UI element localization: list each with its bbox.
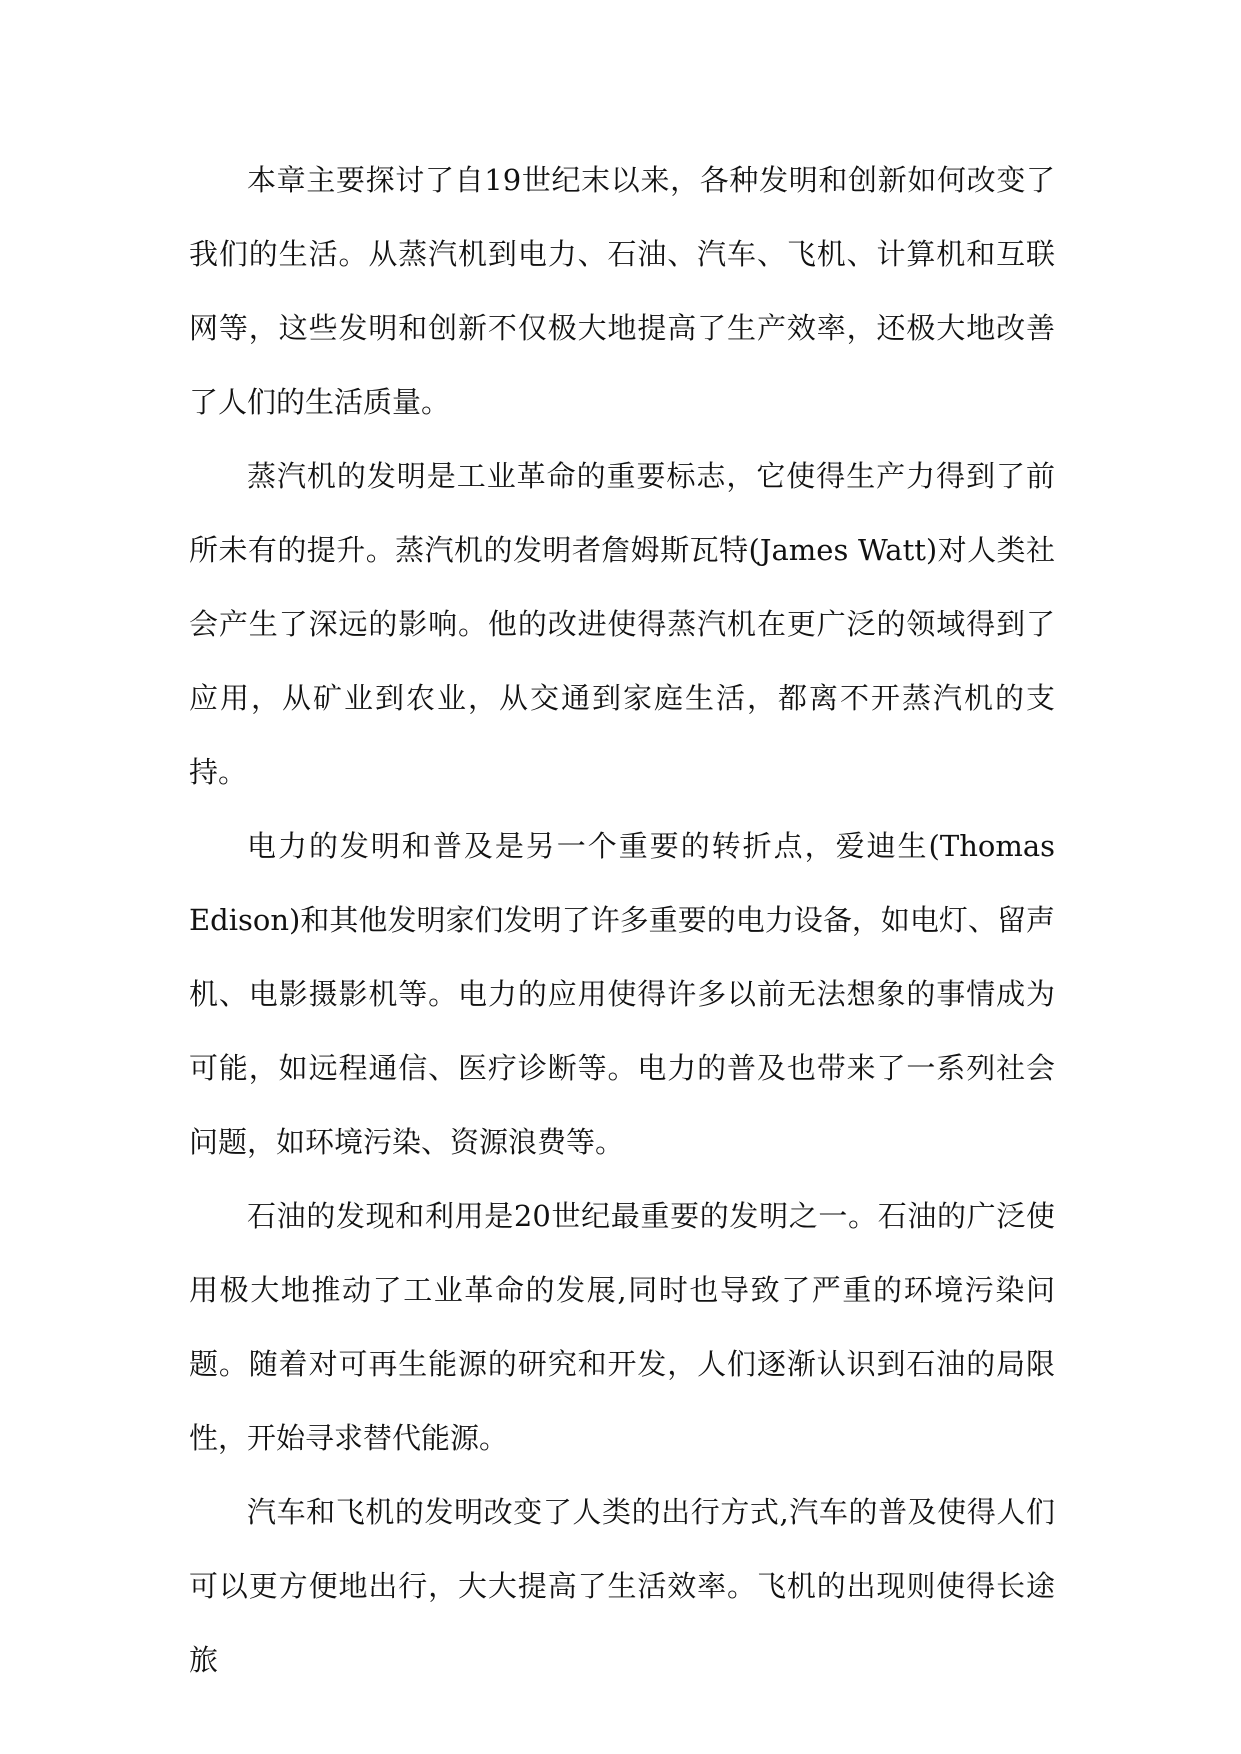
paragraph-3: 电力的发明和普及是另一个重要的转折点，爱迪生(Thomas Edison)和其他发明家们发明了许多重要的电力设备，如电灯、留声机、电影摄影机等。电力的应用使得许多以前无法想象的事情成为可能，如远程通信、医疗诊断等。电力的普及也带来了一系列社会问题，如环境污染、资源浪费等。 bbox=[189, 829, 1055, 1159]
paragraph-1: 本章主要探讨了自19世纪末以来，各种发明和创新如何改变了我们的生活。从蒸汽机到电力、石油、汽车、飞机、计算机和互联网等，这些发明和创新不仅极大地提高了生产效率，还极大地改善了人们的生活质量。 bbox=[189, 163, 1055, 419]
paragraph-4: 石油的发现和利用是20世纪最重要的发明之一。石油的广泛使用极大地推动了工业革命的发展,同时也导致了严重的环境污染问题。随着对可再生能源的研究和开发，人们逐渐认识到石油的局限性，开始寻求替代能源。 bbox=[189, 1199, 1055, 1455]
paragraph-2: 蒸汽机的发明是工业革命的重要标志，它使得生产力得到了前所未有的提升。蒸汽机的发明者詹姆斯瓦特(James Watt)对人类社会产生了深远的影响。他的改进使得蒸汽机在更广泛的领域得到了应用，从矿业到农业，从交通到家庭生活，都离不开蒸汽机的支持。 bbox=[189, 459, 1055, 789]
document-body bbox=[189, 143, 1055, 1697]
paragraph-5: 汽车和飞机的发明改变了人类的出行方式,汽车的普及使得人们可以更方便地出行，大大提高了生活效率。飞机的出现则使得长途旅 bbox=[189, 1495, 1055, 1677]
